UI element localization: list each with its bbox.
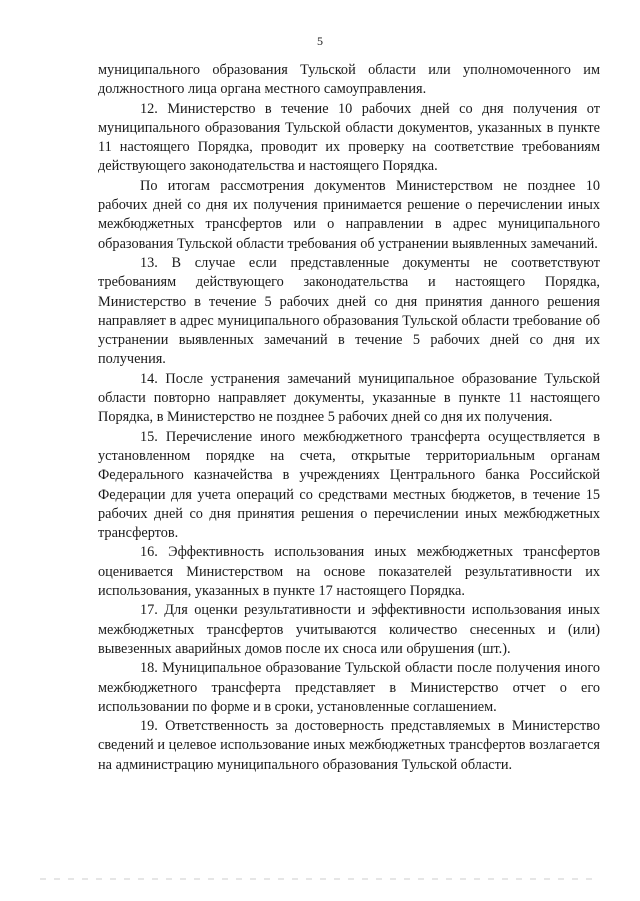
page-number: 5 (317, 34, 323, 48)
scan-edge-artifact (40, 878, 600, 880)
paragraph-14: 14. После устранения замечаний муниципальное образование Тульской области повторно направляет документы, указанные в пункте 11 настоящего Порядка, в Министерство не позднее 5 рабочих дней со дня их получения. (98, 370, 600, 426)
paragraph-continuation: муниципального образования Тульской области или уполномоченного им должностного лица органа местного самоуправления. (98, 62, 600, 98)
paragraph-16: 16. Эффективность использования иных межбюджетных трансфертов оценивается Министерством на основе показателей результативности их использования, указанных в пункте 17 настоящего Порядка. (98, 544, 600, 600)
paragraph-12: 12. Министерство в течение 10 рабочих дней со дня получения от муниципального образования Тульской области документов, указанных в пункте 11 настоящего Порядка, проводит их проверку на соответствие требованиям действующего законодательства и настоящего Порядка. (98, 100, 600, 175)
paragraph-13: 13. В случае если представленные документы не соответствуют требованиям действующего законодательства и настоящего Порядка, Министерство в течение 5 рабочих дней со дня принятия данного решения направляет в адрес муниципального образования Тульской области требование об устранении выявленных замечаний в течение 5 рабочих дней со дня их получения. (98, 254, 600, 368)
paragraph-15: 15. Перечисление иного межбюджетного трансферта осуществляется в установленном порядке на счета, открытые территориальным органам Федерального казначейства в учреждениях Центрального банка Российской Федерации для учета операций со средствами местных бюджетов, в течение 15 рабочих дней со дня принятия решения о перечислении иных межбюджетных трансфертов. (98, 428, 600, 542)
document-body (98, 61, 600, 775)
paragraph-18: 18. Муниципальное образование Тульской области после получения иного межбюджетного трансферта представляет в Министерство отчет о его использовании по форме и в сроки, установленные соглашением. (98, 660, 600, 715)
paragraph-19: 19. Ответственность за достоверность представляемых в Министерство сведений и целевое использование иных межбюджетных трансфертов возлагается на администрацию муниципального образования Тульской области. (98, 718, 600, 773)
paragraph-12-decision: По итогам рассмотрения документов Министерством не позднее 10 рабочих дней со дня их получения принимается решение о перечислении иных межбюджетных трансфертов или о направлении в адрес муниципального образования Тульской области требования об устранении выявленных замечаний. (98, 177, 600, 252)
paragraph-17: 17. Для оценки результативности и эффективности использования иных межбюджетных трансфертов учитываются количество снесенных и (или) вывезенных аварийных домов после их сноса или обрушения (шт.). (98, 602, 600, 657)
